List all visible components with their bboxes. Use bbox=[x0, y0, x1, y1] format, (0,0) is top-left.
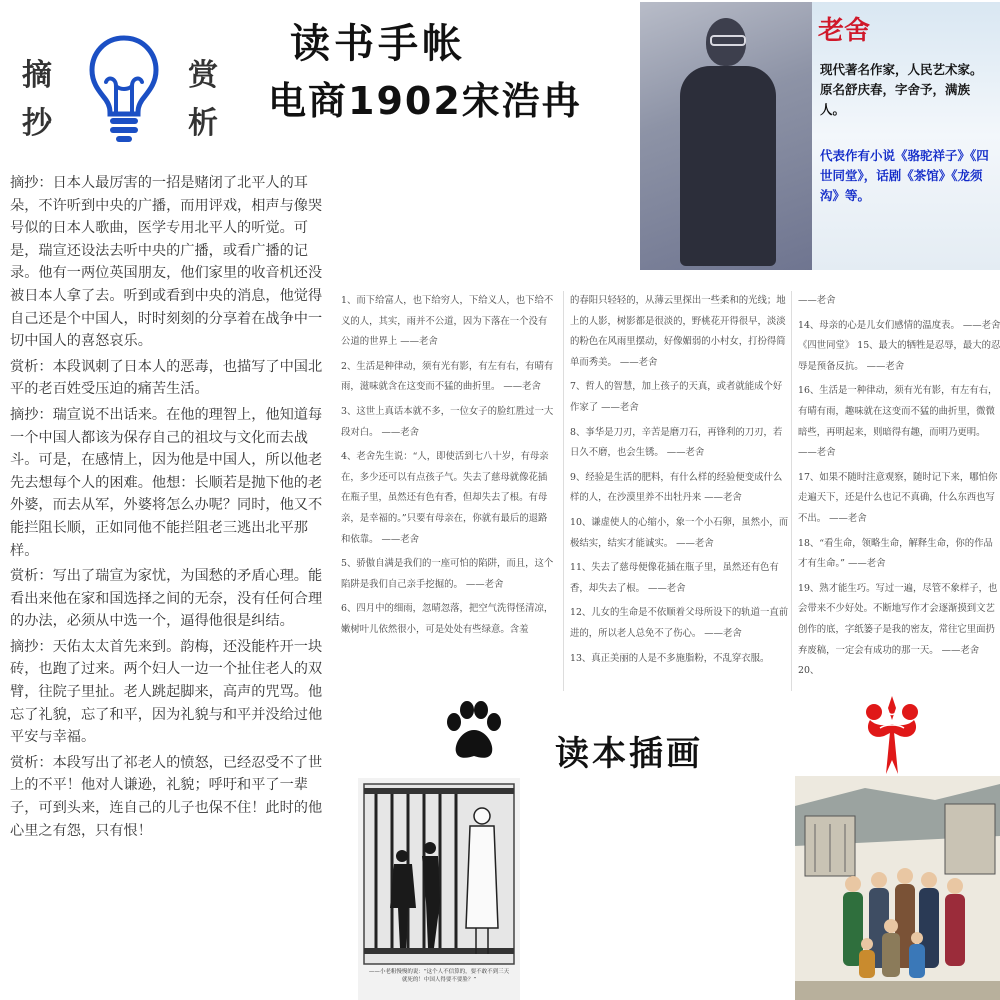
lightbulb-icon bbox=[88, 34, 160, 146]
quote-item: 19、熟才能生巧。写过一遍，尽管不象样子，也会带来不少好处。不断地写作才会逐渐摸到文艺创作的底，字纸篓子是我的密友，常往它里面扔弃废稿，一定会有成功的那一天。 ——老舍 20、 bbox=[798, 582, 998, 677]
author-bio: 现代著名作家，人民艺术家。原名舒庆春，字舍予，满族人。 bbox=[820, 62, 983, 117]
illustrations-title: 读本插画 bbox=[555, 734, 703, 774]
quote-item: 18、“看生命，领略生命，解释生命，你的作品才有生命。” ——老舍 bbox=[798, 537, 993, 570]
quote-item: 3、这世上真话本就不多，一位女子的脸红胜过一大段对白。 ——老舍 bbox=[341, 405, 554, 438]
author-photo bbox=[640, 2, 812, 270]
quote-item: 17、如果不随时注意观察，随时记下来，哪怕你走遍天下，还是什么也记不真确，什么东西也写不出。 ——老舍 bbox=[798, 471, 998, 524]
quote-item: 1、而下给富人，也下给穷人，下给义人，也下给不义的人，其实，雨并不公道，因为下落在一个没有公道的世界上 ——老舍 bbox=[341, 295, 554, 348]
quote-item: 4、老舍先生说：“人，即使活到七八十岁，有母亲在，多少还可以有点孩子气。失去了慈母就像花插在瓶子里，虽然还有色有香，但却失去了根。有母亲，是幸福的。”只要有母亲在，你就有最后的退路和依靠。 ——老舍 bbox=[341, 451, 549, 545]
quotes-column-1 bbox=[341, 291, 555, 645]
side-char-shang: 赏 bbox=[188, 58, 218, 93]
quote-item: 11、失去了慈母便像花插在瓶子里，虽然还有色有香，却失去了根。 ——老舍 bbox=[570, 562, 779, 594]
quote-item: 8、亊华是刀刃，辛苦是磨刀石，再锋利的刀刃，若日久不磨，也会生锈。 ——老舍 bbox=[570, 426, 783, 459]
note-analysis-3: 赏析：本段写出了祁老人的愤怒，已经忍受不了世上的不平！他对人谦逊，礼貌；呼吁和平了一辈子，可到头来，连自己的儿子也保不住！此时的他心里之有怨，只有恨！ bbox=[10, 754, 323, 839]
quotes-panel bbox=[335, 285, 1000, 697]
illustration-prison-cell bbox=[358, 778, 520, 1000]
quote-item: 13、真正美丽的人是不多施脂粉，不乱穿衣服。 bbox=[570, 652, 770, 664]
chinese-knot-icon bbox=[860, 694, 924, 776]
quote-item: 14、母亲的心是儿女们感情的温度表。 ——老舍《四世同堂》 15、最大的牺牲是忍辱，最大的忍辱是预备反抗。 ——老舍 bbox=[798, 319, 1000, 372]
note-excerpt-2: 摘抄：瑞宣说不出话来。在他的理智上，他知道每一个中国人都该为保存自己的祖坟与文化而去战斗。可是，在感情上，因为他是中国人，所以他老先去想每个人的困难。他想：长顺若是抛下他的老外婆，而去从军，外婆将怎么办呢？同时，他又不能拦阻长顺，正如同他不能拦阻老三逃出北平那样。 bbox=[10, 406, 323, 559]
illustration-prison-cell-art bbox=[358, 778, 520, 1000]
note-excerpt-1: 摘抄：日本人最厉害的一招是赌闭了北平人的耳朵，不许听到中央的广播，而用评戏，相声与像哭号似的日本人歌曲，医学专用北平人的听觉。可是，瑞宣还设法去听中央的广播，或看广播的记录。他有一两位英国朋友，他们家里的收音机还没被日本人拿了去。听到或看到中央的消息，他觉得自己还是个中国人，时时刻刻的分享着在战争中一切中国人的喜怒哀乐。 bbox=[10, 175, 323, 350]
quote-item: 10、谦虚使人的心缩小，象一个小石卵，虽然小，而极结实，结实才能诚实。 ——老舍 bbox=[570, 516, 789, 549]
quote-item: 16、生活是一种律动，须有光有影，有左有右，有晴有雨，趣味就在这变而不猛的曲折里，微微暗些，再明起来，则暗得有趣，而明乃更明。 ——老舍 bbox=[798, 385, 998, 459]
side-char-xi: 析 bbox=[188, 106, 218, 141]
quote-item: 2、生活是种律动，须有光有影，有左有右，有晴有雨，滋味就含在这变而不猛的曲折里。 ——老舍 bbox=[341, 360, 554, 393]
quote-item: 12、儿女的生命是不依顺着父母所设下的轨道一直前进的，所以老人总免不了伤心。 ——老舍 bbox=[570, 607, 789, 639]
quotes-column-3 bbox=[791, 291, 1000, 691]
illustration-caption: ——小老粗慢慢的说：“这个人不信算的，要不敢不到三天就死的！中国人得要不要脸？” bbox=[368, 969, 510, 983]
side-char-zhai: 摘 bbox=[22, 58, 52, 93]
quote-item: 7、哲人的智慧，加上孩子的天真，或者就能成个好作家了 ——老舍 bbox=[570, 381, 783, 413]
quote-item: 9、经验是生活的肥料，有什么样的经验便变成什么样的人，在沙漠里养不出牡丹来 ——老舍 bbox=[570, 471, 783, 504]
quotes-column-2 bbox=[563, 291, 790, 691]
paw-icon bbox=[440, 700, 506, 766]
note-excerpt-3: 摘抄：天佑太太首先来到。韵梅，还没能杵开一块砖，也跑了过来。两个妇人一边一个扯住老人的双臂，往院子里扯。老人跳起脚来，高声的咒骂。他忘了礼貌，忘了和平，因为礼貌与和平并没给过他平安与幸福。 bbox=[10, 638, 323, 746]
quote-item: 6、四月中的细雨，忽晴忽落，把空气洗得怪清凉，嫩树叶儿依然很小，可是处处有些绿意。含羞 bbox=[341, 603, 554, 635]
author-works: 代表作有小说《骆驼祥子》《四世同堂》，话剧《茶馆》《龙须沟》等。 bbox=[820, 148, 989, 203]
note-analysis-1: 赏析：本段讽刺了日本人的恶毒，也描写了中国北平的老百姓受压迫的痛苦生活。 bbox=[10, 358, 323, 398]
author-name: 老舍 bbox=[818, 16, 871, 46]
page-subtitle: 电商1902宋浩冉 bbox=[268, 79, 582, 123]
page-title: 读书手帐 bbox=[290, 21, 466, 67]
note-analysis-2: 赏析：写出了瑞宣为家忧，为国愁的矛盾心理。能看出来他在家和国选择之间的无奈，没有任何合理的办法，必须从中选一个，逼得他很是纠结。 bbox=[10, 568, 323, 630]
quote-item: 5、骄傲自满是我们的一座可怕的陷阱，而且，这个陷阱是我们自己亲手挖掘的。 ——老舍 bbox=[341, 558, 554, 590]
illustration-family-portrait bbox=[795, 776, 1000, 1000]
illustration-family-art bbox=[795, 776, 1000, 1000]
quote-item: ——老舍 bbox=[798, 295, 836, 306]
side-char-chao: 抄 bbox=[22, 106, 52, 141]
quote-item: 的春阳只轻轻的，从薄云里探出一些柔和的光线；地上的人影，树影都是很淡的，野桃花开得很早，淡淡的粉色在风雨里摆动，好像媚弱的小村女，打扮得简单而秀美。 ——老舍 bbox=[570, 295, 786, 368]
notes-column bbox=[10, 172, 335, 845]
